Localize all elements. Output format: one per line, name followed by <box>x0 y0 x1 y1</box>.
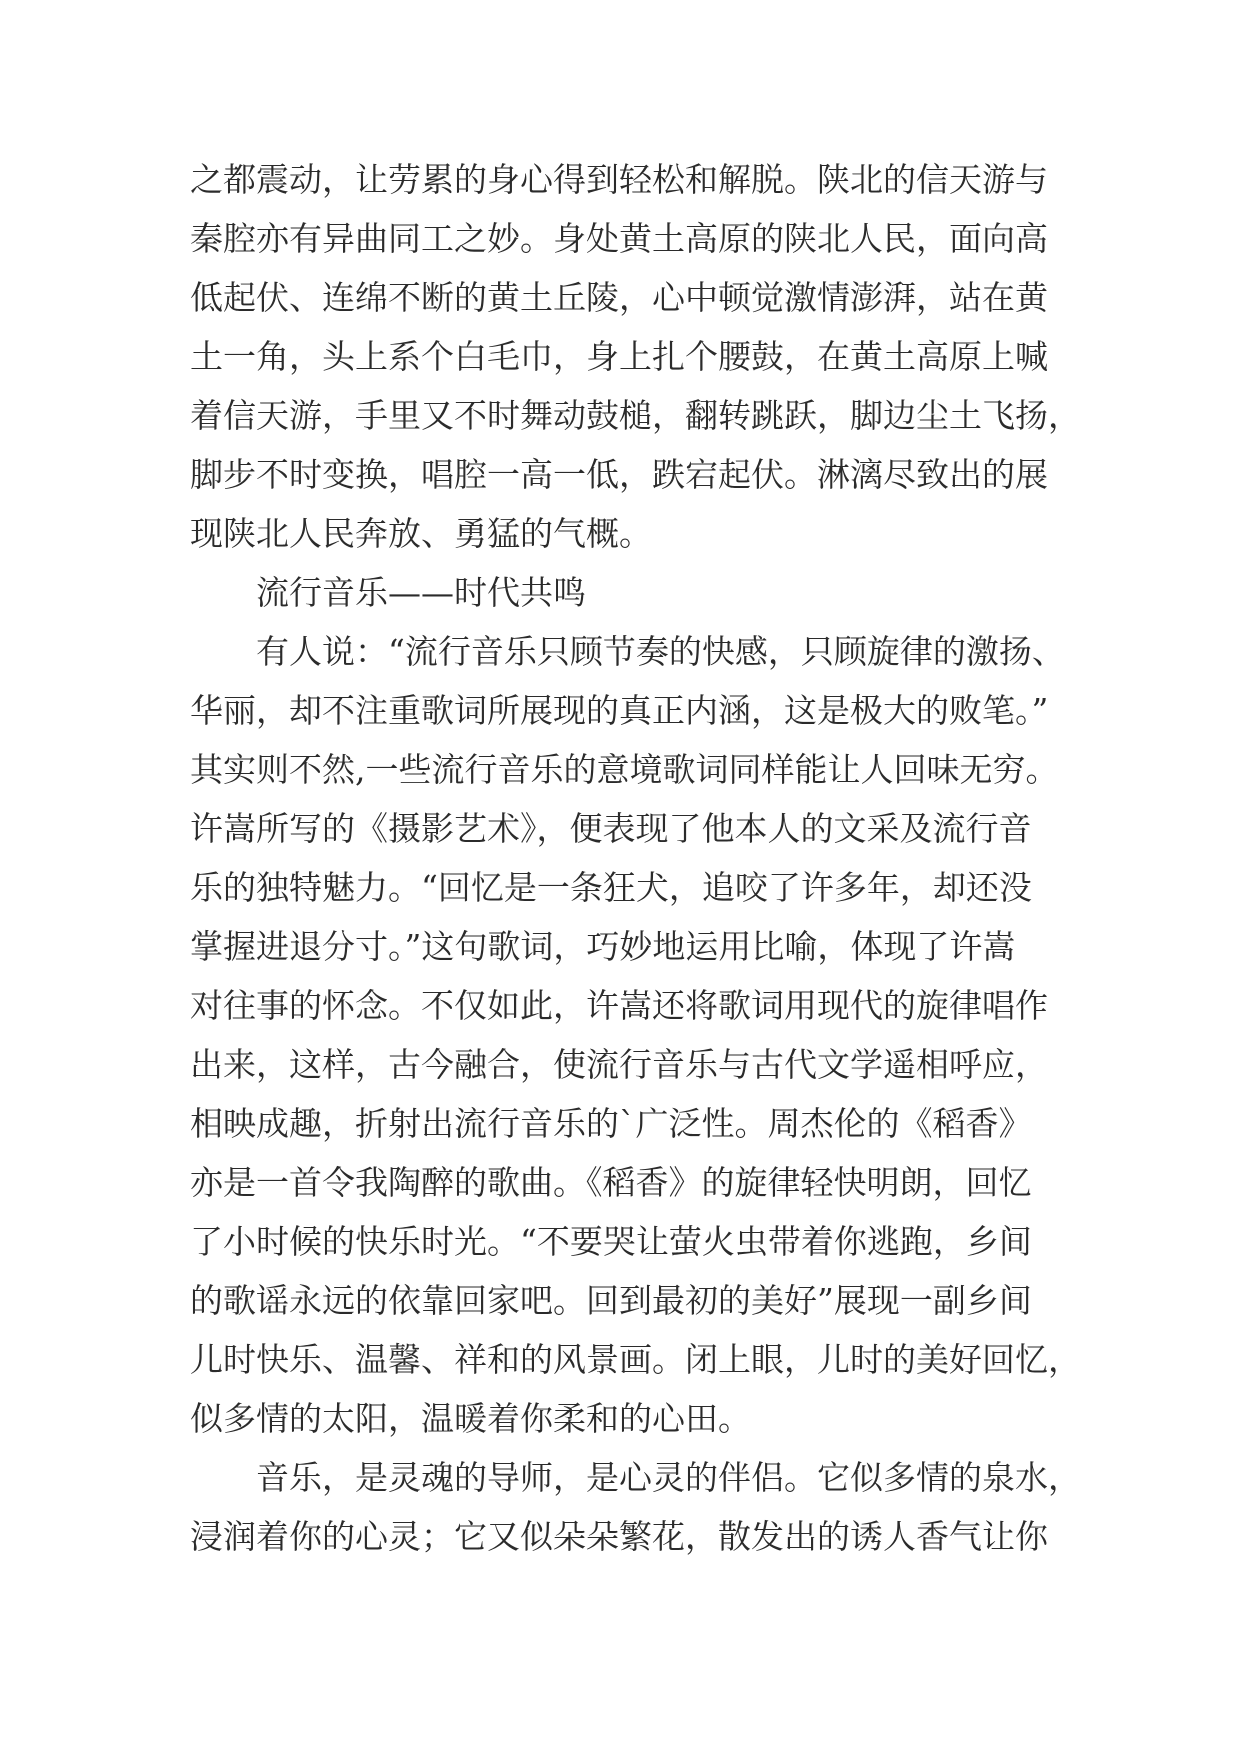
text-line: 许嵩所写的《摄影艺术》，便表现了他本人的文采及流行音 <box>190 809 1032 848</box>
text-line: 秦腔亦有异曲同工之妙。身处黄土高原的陕北人民，面向高 <box>190 219 1048 258</box>
text-line: 相映成趣，折射出流行音乐的`广泛性。周杰伦的《稻香》 <box>190 1104 1032 1143</box>
text-line: 华丽，却不注重歌词所展现的真正内涵，这是极大的败笔。” <box>190 691 1049 730</box>
text-line: 儿时快乐、温馨、祥和的风景画。闭上眼，儿时的美好回忆， <box>190 1340 1081 1379</box>
text-line: 的歌谣永远的依靠回家吧。回到最初的美好”展现一副乡间 <box>190 1281 1032 1320</box>
document-body <box>190 150 1081 1566</box>
text-line: 了小时候的快乐时光。“不要哭让萤火虫带着你逃跑，乡间 <box>190 1222 1032 1261</box>
text-line: 之都震动，让劳累的身心得到轻松和解脱。陕北的信天游与 <box>190 160 1048 199</box>
text-line: 现陕北人民奔放、勇猛的气概。 <box>190 514 652 553</box>
text-line: 其实则不然,一些流行音乐的意境歌词同样能让人回味无穷。 <box>190 750 1059 789</box>
text-line: 出来，这样，古今融合，使流行音乐与古代文学遥相呼应， <box>190 1045 1048 1084</box>
text-line: 亦是一首令我陶醉的歌曲。《稻香》的旋律轻快明朗，回忆 <box>190 1163 1032 1202</box>
text-line: 掌握进退分寸。”这句歌词，巧妙地运用比喻，体现了许嵩 <box>190 927 1016 966</box>
text-line: 有人说：“流行音乐只顾节奏的快感，只顾旋律的激扬、 <box>256 632 1065 671</box>
text-line: 脚步不时变换，唱腔一高一低，跌宕起伏。淋漓尽致出的展 <box>190 455 1048 494</box>
text-line: 似多情的太阳，温暖着你柔和的心田。 <box>190 1399 751 1438</box>
text-line: 浸润着你的心灵；它又似朵朵繁花，散发出的诱人香气让你 <box>190 1517 1048 1556</box>
text-line: 低起伏、连绵不断的黄土丘陵，心中顿觉激情澎湃，站在黄 <box>190 278 1048 317</box>
text-line: 土一角，头上系个白毛巾，身上扎个腰鼓，在黄土高原上喊 <box>190 337 1048 376</box>
text-line: 乐的独特魅力。“回忆是一条狂犬，追咬了许多年，却还没 <box>190 868 1032 907</box>
section-heading: 流行音乐——时代共鸣 <box>256 573 586 612</box>
text-line: 着信天游，手里又不时舞动鼓槌，翻转跳跃，脚边尘土飞扬， <box>190 396 1081 435</box>
text-line: 音乐，是灵魂的导师，是心灵的伴侣。它似多情的泉水， <box>256 1458 1081 1497</box>
text-line: 对往事的怀念。不仅如此，许嵩还将歌词用现代的旋律唱作 <box>190 986 1048 1025</box>
